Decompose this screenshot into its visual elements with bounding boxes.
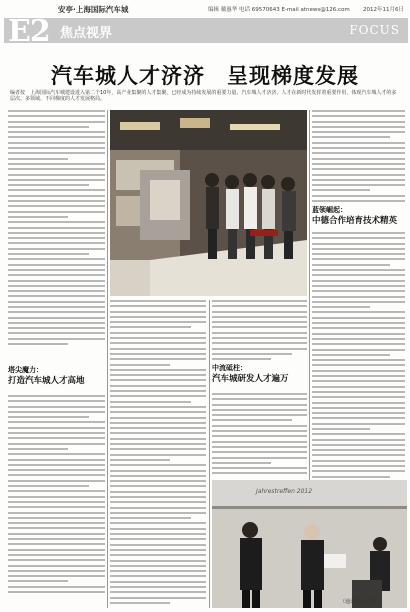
subhead-rd-talent — [212, 363, 307, 385]
subhead-line2: 汽车城研发人才遍万 — [212, 374, 289, 384]
body-text-column — [110, 300, 206, 607]
body-text-column — [212, 393, 307, 478]
subhead-line1: 中流砥柱： — [212, 364, 247, 372]
paper-name: 安亭·上海国际汽车城 — [58, 5, 129, 14]
issue-date: 2012年11月6日 — [363, 7, 404, 13]
section-band — [4, 14, 408, 49]
main-headline: 汽车城人才济济 呈现梯度发展 — [51, 64, 359, 88]
photo-exhibition-visit — [110, 110, 307, 296]
ceremony-photo-illustration — [212, 480, 407, 608]
section-english: FOCUS — [349, 23, 400, 37]
byline: （通讯员 江诗琳） — [340, 599, 382, 605]
subhead-line2: 打造汽车城人才高地 — [8, 376, 85, 386]
column-divider — [107, 110, 108, 608]
column-divider — [209, 300, 210, 608]
body-text-column — [212, 300, 307, 364]
body-text-column — [312, 110, 405, 200]
body-text-column — [312, 232, 405, 481]
body-text-column — [8, 110, 105, 348]
section-title: 焦点视界 — [60, 26, 113, 41]
subhead-blue-collar — [312, 205, 405, 227]
subhead-line1: 塔尖魔力： — [8, 366, 43, 374]
editor-note: 编者按 上海国际汽车城建设进入第二个10年，高产业集聚的人才集聚，已经成为持续发展的重要力量。汽车城人才济济，人才在新时代发挥着重要作用，体现汽车城人才的多层次、多领域、不同梯度的人才发展格局。 — [10, 90, 397, 102]
photo-award-ceremony — [212, 480, 407, 608]
subhead-top-talent — [8, 365, 105, 387]
exhibition-photo-illustration — [110, 110, 307, 296]
photo-banner-text: Jahrestreffen 2012 — [256, 488, 313, 495]
page-code: E2 — [8, 14, 50, 49]
subhead-line2: 中德合作培育技术精英 — [312, 216, 398, 226]
body-text-column — [8, 395, 105, 596]
masthead — [58, 4, 404, 16]
photo-banner — [212, 488, 407, 498]
editor-info: 编辑 戴惠华 电话 69570643 E-mail atnews@126.com — [208, 7, 350, 13]
subhead-line1: 蓝领崛起： — [312, 206, 347, 214]
